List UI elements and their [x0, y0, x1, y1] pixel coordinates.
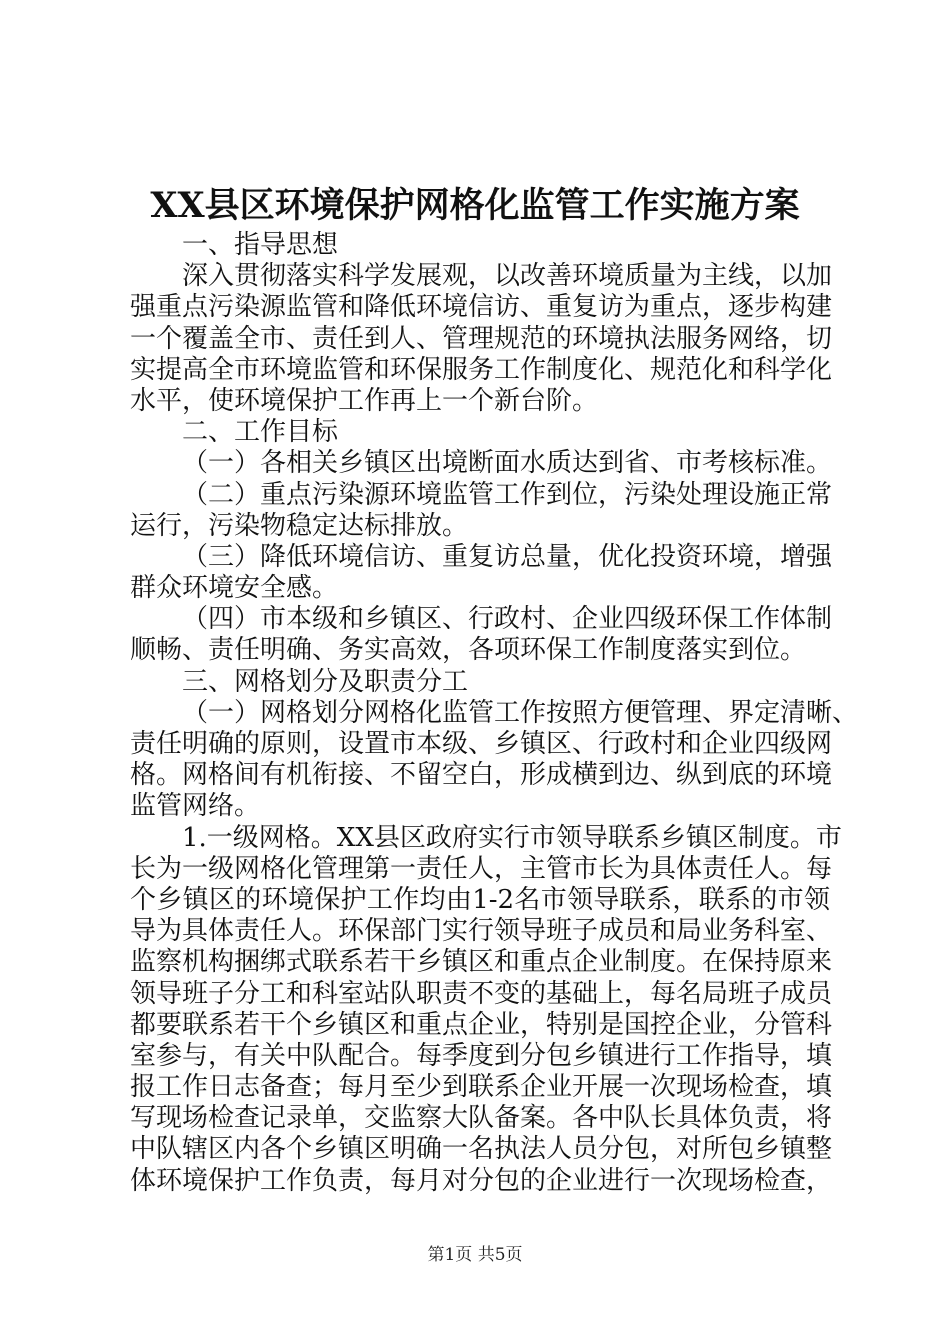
paragraph-line: 写现场检查记录单，交监察大队备案。各中队长具体负责，将: [130, 1103, 833, 1134]
section-heading-3: 三、网格划分及职责分工: [182, 666, 469, 697]
paragraph-line: 深入贯彻落实科学发展观，以改善环境质量为主线，以加: [182, 261, 833, 292]
goal-item: （四）市本级和乡镇区、行政村、企业四级环保工作体制: [182, 604, 833, 635]
paragraph-line: 导为具体责任人。环保部门实行领导班子成员和局业务科室、: [130, 916, 833, 947]
paragraph-line: （一）网格划分网格化监管工作按照方便管理、界定清晰、: [182, 697, 859, 728]
paragraph-line: 1.一级网格。XX县区政府实行市领导联系乡镇区制度。市: [182, 822, 842, 853]
goal-item: （二）重点污染源环境监管工作到位，污染处理设施正常: [182, 479, 833, 510]
paragraph-line: 责任明确的原则，设置市本级、乡镇区、行政村和企业四级网: [130, 729, 833, 759]
goal-item: （一）各相关乡镇区出境断面水质达到省、市考核标准。: [182, 448, 833, 479]
page-footer: 第1页 共5页: [427, 1245, 523, 1265]
paragraph-line: 格。网格间有机衔接、不留空白，形成横到边、纵到底的环境: [130, 760, 833, 791]
paragraph-line: 强重点污染源监管和降低环境信访、重复访为重点，逐步构建: [130, 292, 833, 323]
goal-item-continued: 运行，污染物稳定达标排放。: [130, 510, 469, 541]
paragraph-line: 中队辖区内各个乡镇区明确一名执法人员分包，对所包乡镇整: [130, 1134, 833, 1165]
document-title: XX县区环境保护网格化监管工作实施方案: [150, 185, 800, 226]
paragraph-line: 个乡镇区的环境保护工作均由1-2名市领导联系，联系的市领: [130, 884, 830, 915]
paragraph-line: 监察机构捆绑式联系若干乡镇区和重点企业制度。在保持原来: [130, 947, 833, 978]
paragraph-line: 长为一级网格化管理第一责任人，主管市长为具体责任人。每: [130, 853, 833, 884]
paragraph-line: 实提高全市环境监管和环保服务工作制度化、规范化和科学化: [130, 354, 833, 385]
goal-item: （三）降低环境信访、重复访总量，优化投资环境，增强: [182, 541, 833, 572]
paragraph-line: 水平，使环境保护工作再上一个新台阶。: [130, 385, 599, 416]
paragraph-line: 报工作日志备查；每月至少到联系企业开展一次现场检查，填: [130, 1072, 833, 1103]
goal-item-continued: 顺畅、责任明确、务实高效，各项环保工作制度落实到位。: [130, 635, 807, 666]
paragraph-line: 体环境保护工作负责，每月对分包的企业进行一次现场检查，: [130, 1165, 833, 1196]
goal-item-continued: 群众环境安全感。: [130, 573, 339, 604]
section-heading-2: 二、工作目标: [182, 417, 339, 448]
paragraph-line: 一个覆盖全市、责任到人、管理规范的环境执法服务网络，切: [130, 323, 833, 354]
paragraph-line: 监管网络。: [130, 791, 261, 822]
paragraph-line: 都要联系若干个乡镇区和重点企业，特别是国控企业，分管科: [130, 1009, 833, 1040]
paragraph-line: 领导班子分工和科室站队职责不变的基础上，每名局班子成员: [130, 978, 833, 1009]
section-heading-1: 一、指导思想: [182, 230, 339, 260]
paragraph-line: 室参与，有关中队配合。每季度到分包乡镇进行工作指导，填: [130, 1040, 833, 1071]
document-body: [130, 230, 859, 1197]
